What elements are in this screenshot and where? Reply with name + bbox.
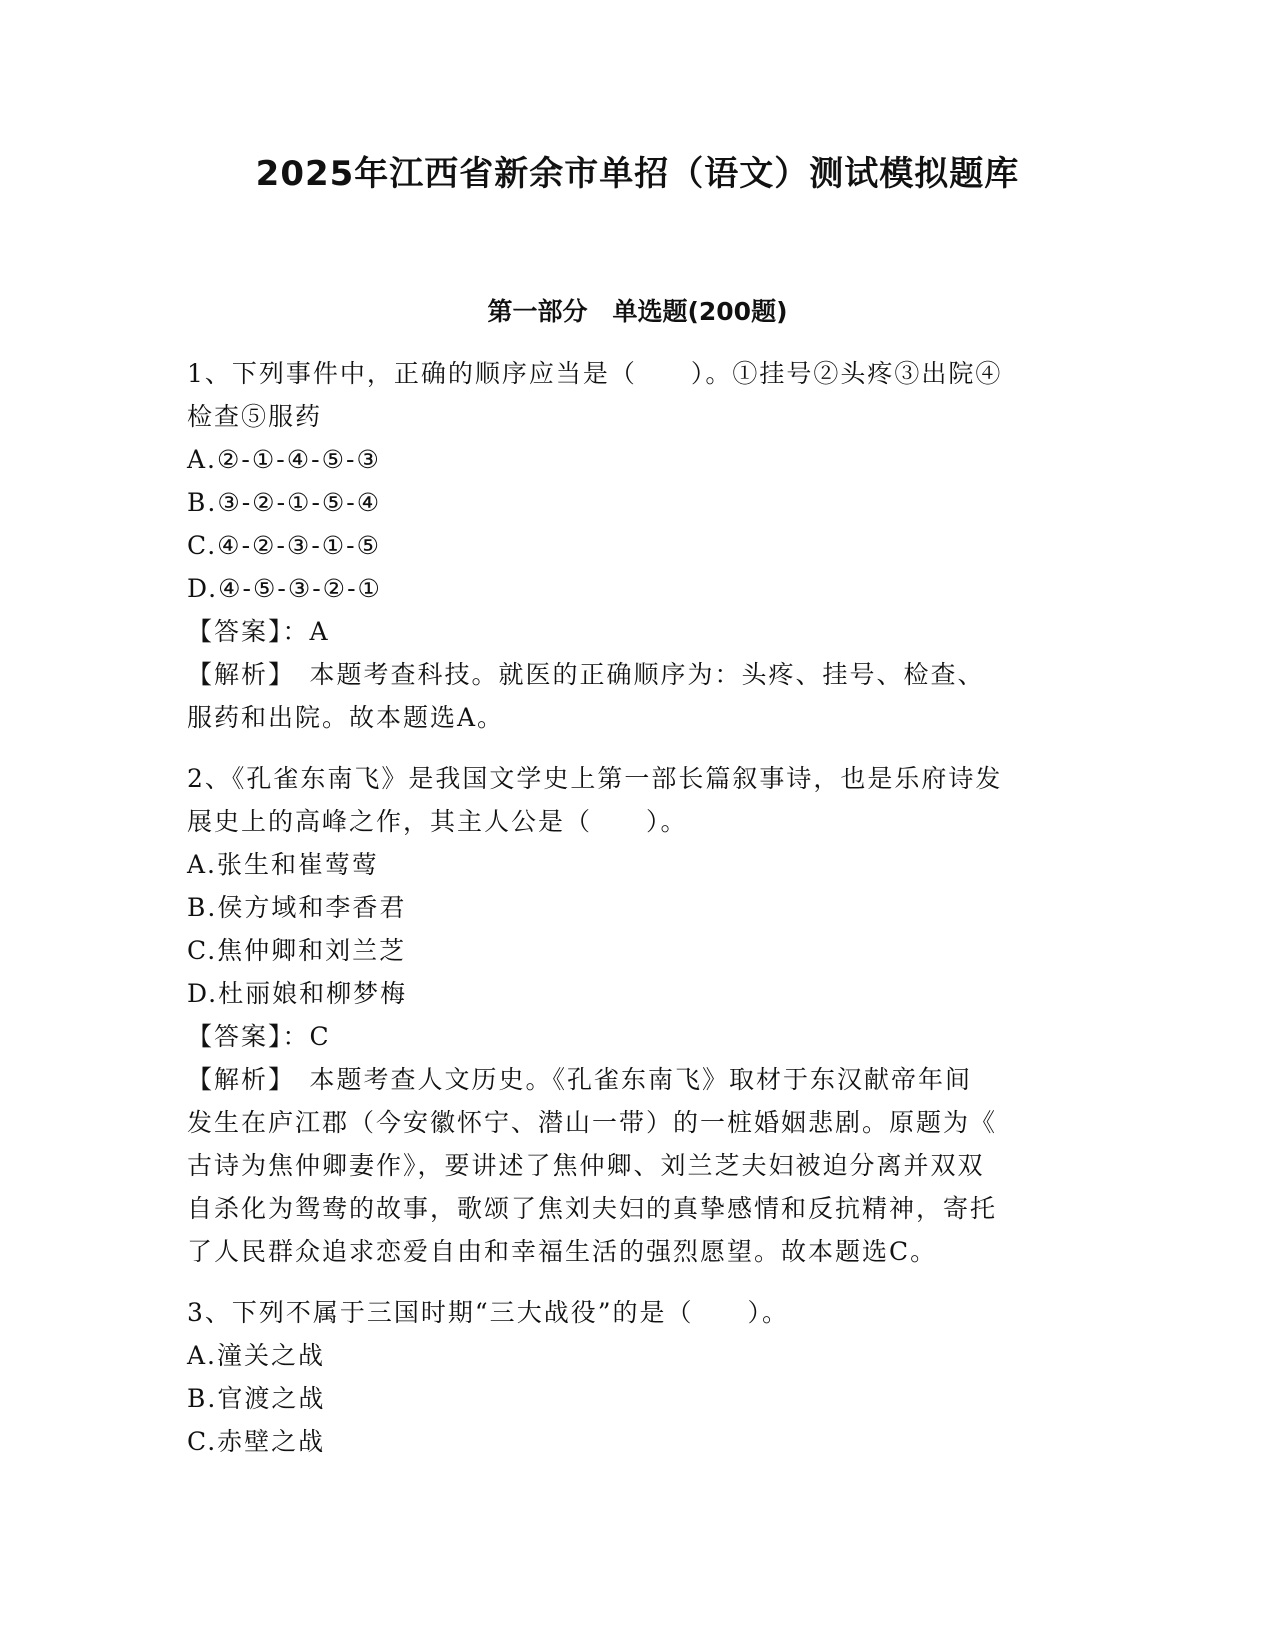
analysis-line: 【解析】 本题考查人文历史。《孔雀东南飞》取材于东汉献帝年间 bbox=[187, 1065, 973, 1094]
analysis-line: 服药和出院。故本题选A。 bbox=[187, 703, 505, 732]
question-stem-line: 2、《孔雀东南飞》是我国文学史上第一部长篇叙事诗，也是乐府诗发 bbox=[187, 764, 1003, 793]
analysis-line: 发生在庐江郡（今安徽怀宁、潜山一带）的一桩婚姻悲剧。原题为《 bbox=[187, 1108, 998, 1137]
question-stem-line: 检查⑤服药 bbox=[187, 402, 323, 431]
option-d: D.杜丽娘和柳梦梅 bbox=[187, 979, 408, 1008]
question-spacer bbox=[187, 739, 1077, 757]
question-block bbox=[187, 1291, 1077, 1463]
document-title: 2025年江西省新余市单招（语文）测试模拟题库 bbox=[255, 154, 1020, 194]
option-c: C.④-②-③-①-⑤ bbox=[187, 531, 382, 560]
option-a: A.张生和崔莺莺 bbox=[187, 850, 380, 879]
option-b: B.侯方域和李香君 bbox=[187, 893, 407, 922]
analysis-line: 了人民群众追求恋爱自由和幸福生活的强烈愿望。故本题选C。 bbox=[187, 1237, 938, 1266]
option-a: A.潼关之战 bbox=[187, 1341, 326, 1370]
question-spacer bbox=[187, 1273, 1077, 1291]
section-title: 第一部分 单选题(200题) bbox=[487, 297, 788, 326]
question-stem-line: 1、下列事件中，正确的顺序应当是（ ）。①挂号②头疼③出院④ bbox=[187, 359, 1003, 388]
question-stem-line: 展史上的高峰之作，其主人公是（ ）。 bbox=[187, 807, 688, 836]
analysis-line: 古诗为焦仲卿妻作》，要讲述了焦仲卿、刘兰芝夫妇被迫分离并双双 bbox=[187, 1151, 985, 1180]
question-list bbox=[187, 352, 1077, 1463]
question-block bbox=[187, 352, 1077, 739]
option-b: B.官渡之战 bbox=[187, 1384, 326, 1413]
option-b: B.③-②-①-⑤-④ bbox=[187, 488, 382, 517]
option-a: A.②-①-④-⑤-③ bbox=[187, 445, 381, 474]
analysis-line: 【解析】 本题考查科技。就医的正确顺序为：头疼、挂号、检查、 bbox=[187, 660, 985, 689]
option-d: D.④-⑤-③-②-① bbox=[187, 574, 382, 603]
question-block bbox=[187, 757, 1077, 1273]
answer-line: 【答案】：C bbox=[187, 1022, 331, 1051]
option-c: C.赤壁之战 bbox=[187, 1427, 326, 1456]
question-stem-line: 3、下列不属于三国时期“三大战役”的是（ ）。 bbox=[187, 1298, 789, 1327]
analysis-line: 自杀化为鸳鸯的故事，歌颂了焦刘夫妇的真挚感情和反抗精神，寄托 bbox=[187, 1194, 998, 1223]
answer-line: 【答案】：A bbox=[187, 617, 330, 646]
option-c: C.焦仲卿和刘兰芝 bbox=[187, 936, 407, 965]
